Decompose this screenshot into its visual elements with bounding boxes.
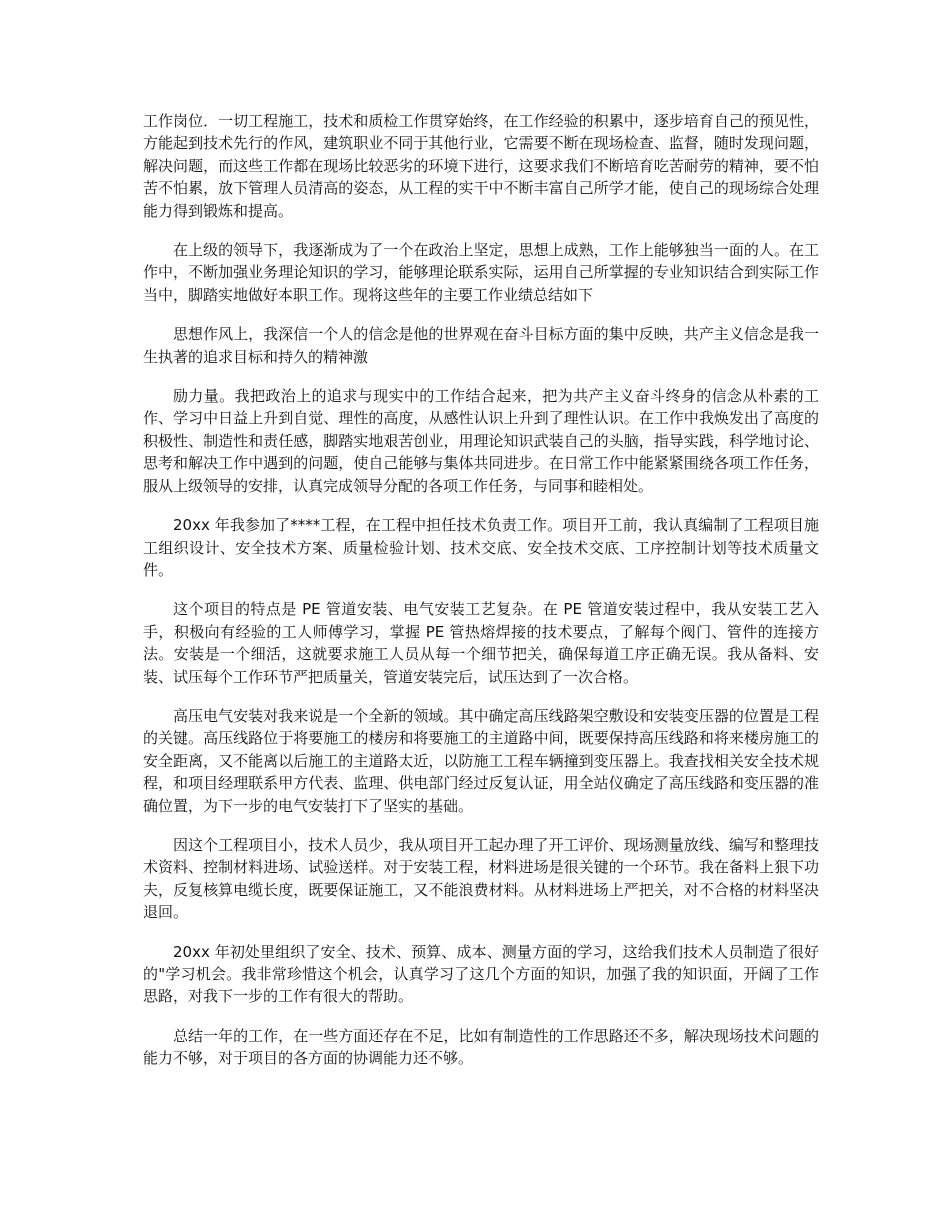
paragraph-9: 20xx 年初处里组织了安全、技术、预算、成本、测量方面的学习，这给我们技术人员制造了很好的"学习机会。我非常珍惜这个机会，认真学习了这几个方面的知识，加强了我的知识面，开阔了工作思路，对我下一步的工作有很大的帮助。 [143, 942, 819, 1006]
paragraph-2: 在上级的领导下，我逐渐成为了一个在政治上坚定，思想上成熟，工作上能够独当一面的人。在工作中，不断加强业务理论知识的学习，能够理论联系实际，运用自己所掌握的专业知识结合到实际工作当中，脚踏实地做好本职工作。现将这些年的主要工作业绩总结如下 [143, 241, 819, 304]
paragraph-3: 思想作风上，我深信一个人的信念是他的世界观在奋斗目标方面的集中反映，共产主义信念是我一生执著的追求目标和持久的精神激 [143, 325, 819, 366]
paragraph-6: 这个项目的特点是 PE 管道安装、电气安装工艺复杂。在 PE 管道安装过程中，我从安装工艺入手，积极向有经验的工人师傅学习，掌握 PE 管热熔焊接的技术要点，了解每个阀门、管件的连接方法。安装是一个细活，这就要求施工人员从每一个细节把关，确保每道工序正确无误。我从备料、安装、试压每个工作环节严把质量关，管道安装完后，试压达到了一次合格。 [143, 600, 819, 686]
paragraph-5: 20xx 年我参加了****工程，在工程中担任技术负责工作。项目开工前，我认真编制了工程项目施工组织设计、安全技术方案、质量检验计划、技术交底、安全技术交底、工序控制计划等技术质量文件。 [143, 516, 819, 579]
paragraph-1: 工作岗位．一切工程施工，技术和质检工作贯穿始终，在工作经验的积累中，逐步培育自己的预见性，方能起到技术先行的作风，建筑职业不同于其他行业，它需要不断在现场检查、监督，随时发现问题，解决问题，而这些工作都在现场比较恶劣的环境下进行，这要求我们不断培育吃苦耐劳的精神，要不怕苦不怕累，放下管理人员清高的姿态，从工程的实干中不断丰富自己所学才能，使自己的现场综合处理能力得到锻炼和提高。 [143, 112, 819, 220]
paragraph-4: 励力量。我把政治上的追求与现实中的工作结合起来，把为共产主义奋斗终身的信念从朴素的工作、学习中日益上升到自觉、理性的高度，从感性认识上升到了理性认识。在工作中我焕发出了高度的积极性、制造性和责任感，脚踏实地艰苦创业，用理论知识武装自己的头脑，指导实践，科学地讨论、思考和解决工作中遇到的问题，使自己能够与集体共同进步。在日常工作中能紧紧围绕各项工作任务，服从上级领导的安排，认真完成领导分配的各项工作任务，与同事和睦相处。 [143, 387, 819, 495]
paragraph-8: 因这个工程项目小，技术人员少，我从项目开工起办理了开工评价、现场测量放线、编写和整理技术资料、控制材料进场、试验送样。对于安装工程，材料进场是很关键的一个环节。我在备料上狠下功夫，反复核算电缆长度，既要保证施工，又不能浪费材料。从材料进场上严把关，对不合格的材料坚决退回。 [143, 835, 819, 922]
paragraph-7: 高压电气安装对我来说是一个全新的领域。其中确定高压线路架空敷设和安装变压器的位置是工程的关键。高压线路位于将要施工的楼房和将要施工的主道路中间，既要保持高压线路和将来楼房施工的安全距离，又不能离以后施工的主道路太近，以防施工工程车辆撞到变压器上。我查找相关安全技术规程，和项目经理联系甲方代表、监理、供电部门经过反复认证，用全站仪确定了高压线路和变压器的准确位置，为下一步的电气安装打下了坚实的基础。 [143, 706, 819, 815]
paragraph-10: 总结一年的工作，在一些方面还存在不足，比如有制造性的工作思路还不多，解决现场技术问题的能力不够，对于项目的各方面的协调能力还不够。 [143, 1026, 819, 1068]
document-body [143, 110, 819, 1087]
